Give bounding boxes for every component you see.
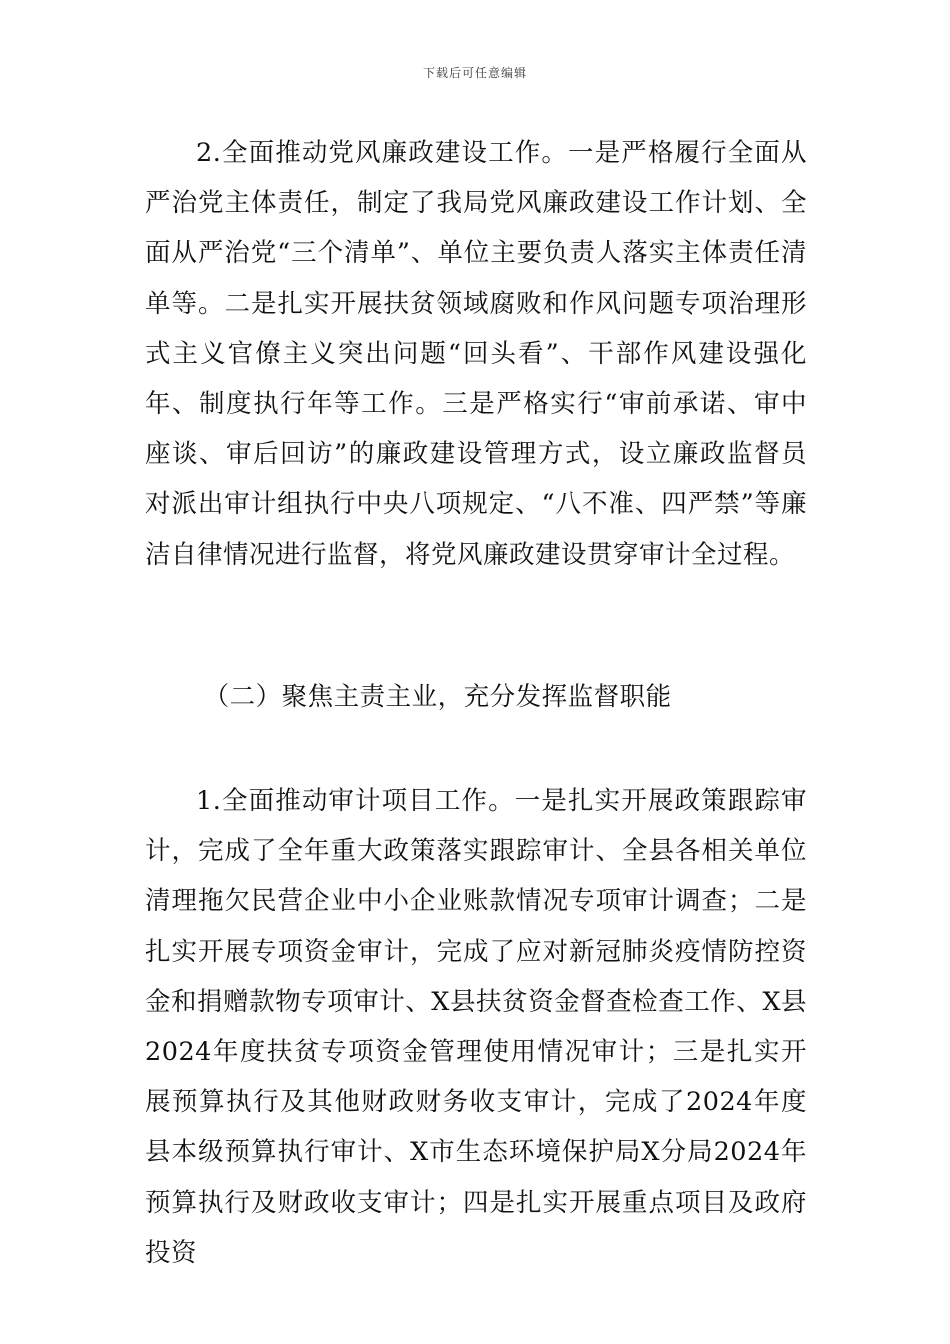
- section-heading: （二）聚焦主责主业，充分发挥监督职能: [203, 682, 672, 712]
- paragraph-audit-projects: 1.全面推动审计项目工作。一是扎实开展政策跟踪审计，完成了全年重大政策落实跟踪审计、全县各相关单位清理拖欠民营企业中小企业账款情况专项审计调查；二是扎实开展专项资金审计，完成了应对新冠肺炎疫情防控资金和捐赠款物专项审计、X县扶贫资金督查检查工作、X县2024年度扶贫专项资金管理使用情况审计；三是扎实开展预算执行及其他财政财务收支审计，完成了2024年度县本级预算执行审计、X市生态环境保护局X分局2024年预算执行及财政收支审计；四是扎实开展重点项目及政府投资: [145, 786, 807, 1268]
- page-header: 下载后可任意编辑: [422, 66, 527, 80]
- paragraph-party-integrity: 2.全面推动党风廉政建设工作。一是严格履行全面从严治党主体责任，制定了我局党风廉政建设工作计划、全面从严治党“三个清单”、单位主要负责人落实主体责任清单等。二是扎实开展扶贫领域腐败和作风问题专项治理形式主义官僚主义突出问题“回头看”、干部作风建设强化年、制度执行年等工作。三是严格实行“审前承诺、审中座谈、审后回访”的廉政建设管理方式，设立廉政监督员对派出审计组执行中央八项规定、“八不准、四严禁”等廉洁自律情况进行监督，将党风廉政建设贯穿审计全过程。: [145, 138, 807, 570]
